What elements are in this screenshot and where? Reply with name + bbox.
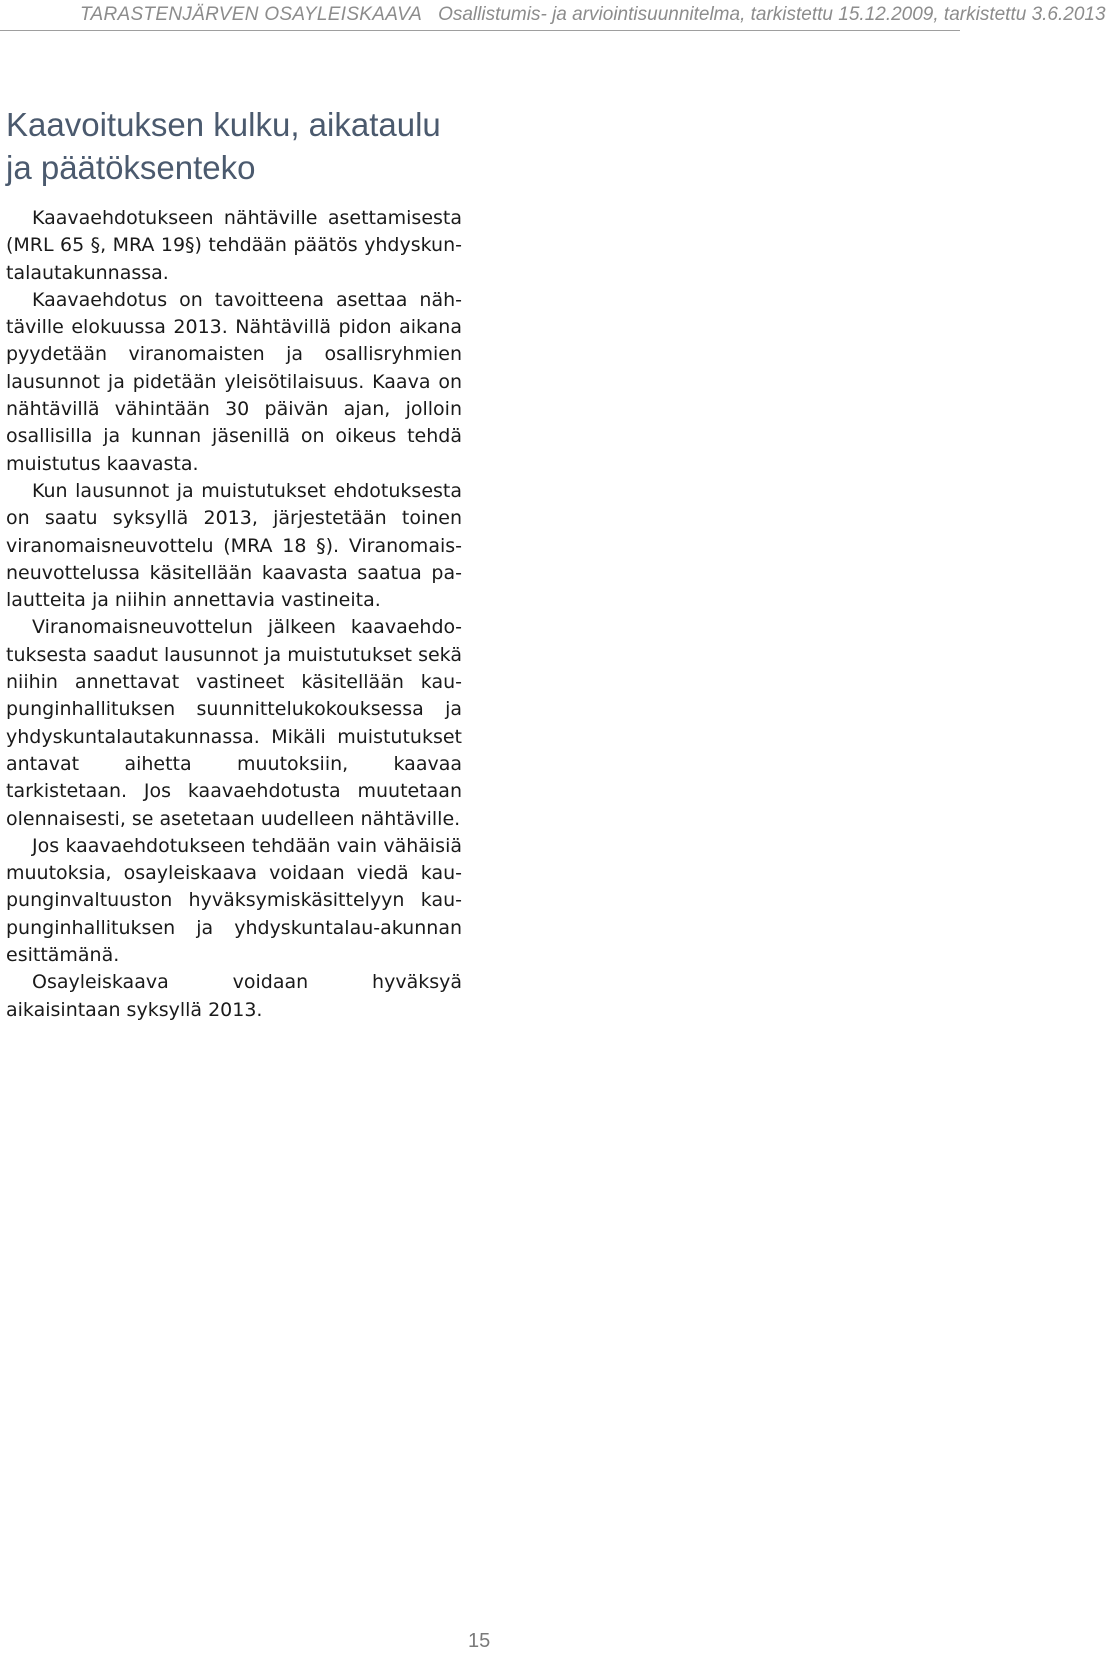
page-number: 15	[468, 1630, 491, 1652]
body-text	[6, 205, 462, 1024]
paragraph-6: Osayleiskaava voidaan hyväksyä aikaisintaan syksyllä 2013.	[6, 971, 462, 1021]
running-header	[0, 0, 1106, 31]
section-heading: Kaavoituksen kulku, aikataulu ja päätöksenteko	[6, 106, 441, 186]
paragraph-5: Jos kaavaehdotukseen tehdään vain vähäisiä muutoksia, osayleiskaava voidaan viedä kaupunginvaltuuston hyväksymiskäsittelyyn kaupunginhallituksen ja yhdyskuntalau-akunnan esittämänä.	[6, 834, 462, 967]
paragraph-4: Viranomaisneuvottelun jälkeen kaavaehdotuksesta saadut lausunnot ja muistutukset sekä niihin annettavat vastineet käsitellään kaupunginhallituksen suunnittelukokouksessa ja yhdyskuntalautakunnassa. Mikäli muistutukset antavat aihetta muutoksiin, kaavaa tarkistetaan. Jos kaavaehdotusta muutetaan olennaisesti, se asetetaan uudelleen nähtäville.	[6, 616, 462, 830]
document-title: TARASTENJÄRVEN OSAYLEISKAAVA	[80, 4, 423, 25]
paragraph-1: Kaavaehdotukseen nähtäville asettamisesta (MRL 65 §, MRA 19§) tehdään päätös yhdyskuntalautakunnassa.	[6, 207, 462, 284]
paragraph-3: Kun lausunnot ja muistutukset ehdotuksesta on saatu syksyllä 2013, järjestetään toinen viranomaisneuvottelu (MRA 18 §). Viranomaisneuvottelussa käsitellään kaavasta saatua palautteita ja niihin annettavia vastineita.	[6, 479, 462, 612]
document-subtitle: Osallistumis- ja arviointisuunnitelma, tarkistettu 15.12.2009, tarkistettu 3.6.2013	[438, 4, 1106, 25]
paragraph-2: Kaavaehdotus on tavoitteena asettaa nähtäville elokuussa 2013. Nähtävillä pidon aikana pyydetään viranomaisten ja osallisryhmien lausunnot ja pidetään yleisötilaisuus. Kaava on nähtävillä vähintään 30 päivän ajan, jolloin osallisilla ja kunnan jäsenillä on oikeus tehdä muistutus kaavasta.	[6, 288, 462, 475]
